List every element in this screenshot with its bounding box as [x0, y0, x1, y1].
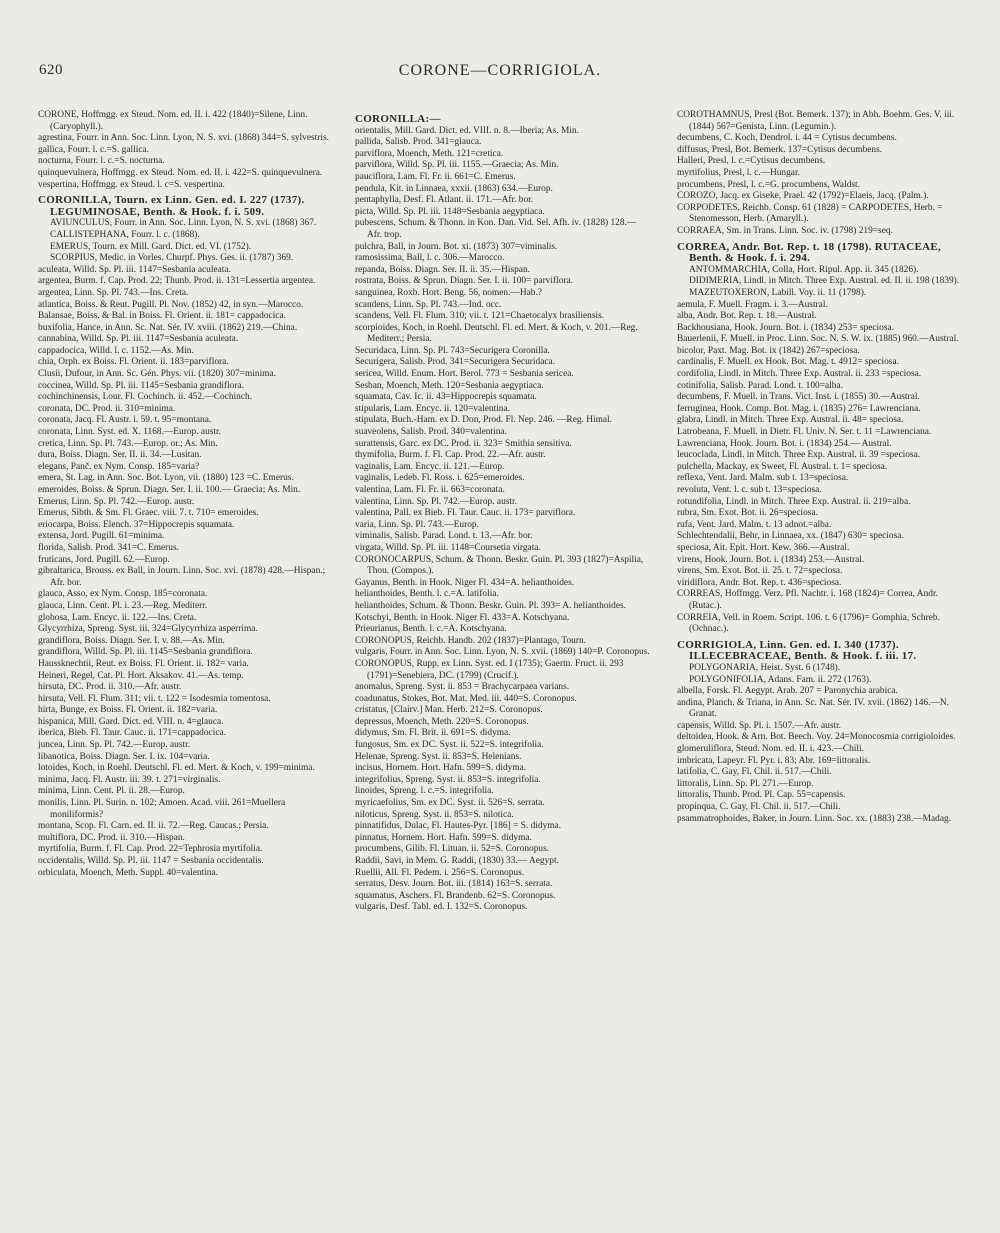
index-entry: ANTOMMARCHIA, Colla, Hort. Ripul. App. ii. 345 (1826).: [689, 264, 919, 275]
index-entry: fungosus, Sm. ex DC. Syst. ii. 522=S. integrifolia.: [355, 740, 544, 751]
index-entry: coronata, DC. Prod. ii. 310=minima.: [38, 403, 176, 414]
index-entry: ferruginea, Hook. Comp. Bot. Mag. i. (1835) 276= Lawrenciana.: [677, 403, 921, 414]
index-entry: squamatus, Aschers. Fl. Brandenb. 62=S. Coronopus.: [355, 890, 556, 901]
index-entry: grandiflora, Boiss. Diagn. Ser. I. v. 88.—As. Min.: [38, 635, 225, 646]
index-entry: pinnatus, Hornem. Hort. Hafn. 599=S. didyma.: [355, 832, 532, 843]
genus-heading: CORRIGIOLA, Linn. Gen. ed. I. 340 (1737). ILLECEBRACEAE, Benth. & Hook. f. iii. 17.: [677, 638, 917, 663]
index-entry: littoralis, Thunb. Prod. Pl. Cap. 55=capensis.: [677, 790, 846, 801]
index-entry: Kotschyi, Benth. in Hook. Niger Fl. 433=A. Kotschyana.: [355, 612, 570, 623]
index-entry: Emerus, Sibth. & Sm. Fl. Graec. viii. 7. t. 710= emeroides.: [38, 508, 259, 519]
index-entry: psammatrophoides, Baker, in Journ. Linn. Soc. xx. (1883) 238.—Madag.: [677, 813, 952, 824]
index-entry: latifolia, C. Gay, Fl. Chil. ii. 517.—Chili.: [677, 767, 832, 778]
index-entry: decumbens, F. Muell. in Trans. Vict. Inst. i. (1855) 30.—Austral.: [677, 392, 920, 403]
index-entry: Halleri, Presl, l. c.=Cytisus decumbens.: [677, 156, 826, 167]
page-number: 620: [39, 62, 63, 78]
index-entry: rufa, Vent. Jard. Malm. t. 13 adnot.=alba.: [677, 519, 832, 530]
index-entry: vulgaris, Fourr. in Ann. Soc. Linn. Lyon, N. S. xvii. (1869) 140=P. Coronopus.: [355, 647, 650, 658]
index-entry: buxifolia, Hance, in Ann. Sc. Nat. Sér. IV. xviii. (1862) 219.—China.: [38, 322, 298, 333]
index-entry: CORREAS, Hoffmgg. Verz. Pfl. Nachtr. i. 168 (1824)= Correa, Andr. (Rutac.).: [677, 589, 938, 611]
index-entry: elegans, Panč. ex Nym. Consp. 185=varia?: [38, 461, 200, 472]
column-1: [38, 110, 330, 1220]
index-entry: littoralis, Linn. Sp. Pl. 271.—Europ.: [677, 778, 814, 789]
index-entry: vespertina, Hoffmgg. ex Steud. l. c=S. vespertina.: [38, 179, 225, 190]
index-entry: pinnatifidus, Dulac, Fl. Hautes-Pyr. [186] = S. didyma.: [355, 821, 562, 832]
index-entry: sanguinea, Roxb. Hort. Beng. 56, nomen.—Hab.?: [355, 287, 542, 298]
index-entry: quinquevulnera, Hoffmgg. ex Steud. Nom. ed. II. i. 422=S. quinquevulnera.: [38, 167, 323, 178]
index-entry: aemula, F. Muell. Fragm. i. 3.—Austral.: [677, 299, 828, 310]
index-entry: cappadocica, Willd. l. c. 1152.—As. Min.: [38, 345, 194, 356]
index-entry: argentea, Burm. f. Cap. Prod. 22; Thunb. Prod. ii. 131=Lessertia argentea.: [38, 276, 316, 287]
index-entry: procumbens, Gilib. Fl. Lituan. ii. 52=S. Coronopus.: [355, 844, 550, 855]
genus-heading: CORONILLA, Tourn. ex Linn. Gen. ed. I. 227 (1737). LEGUMINOSAE, Benth. & Hook. f. i. 509.: [38, 194, 305, 218]
index-entry: viridiflora, Andr. Bot. Rep. t. 436=speciosa.: [677, 577, 842, 588]
index-entry: Gayanus, Benth. in Hook. Niger Fl. 434=A. helianthoides.: [355, 577, 575, 588]
index-entry: imbricata, Lapeyr. Fl. Pyr. i. 83; Abr. 169=littoralis.: [677, 755, 871, 766]
index-entry: deltoidea, Hook. & Arn. Bot. Beech. Voy. 24=Monocosmia corrigioloides.: [677, 732, 956, 743]
index-entry: eriocarpa, Boiss. Elench. 37=Hippocrepis squamata.: [38, 519, 235, 530]
index-entry: florida, Salisb. Prod. 341=C. Emerus.: [38, 542, 179, 553]
index-entry: stipulata, Buch.-Ham. ex D. Don, Prod. Fl. Nep. 246. —Reg. Himal.: [355, 415, 613, 426]
index-entry: didymus, Sm. Fl. Brit. ii. 691=S. didyma.: [355, 728, 511, 739]
index-entry: Securidaca, Linn. Sp. Pl. 743=Securigera Coronilla.: [355, 345, 550, 356]
index-entry: SCORPIUS, Medic. in Vorles. Churpf. Phys. Ges. ii. (1787) 369.: [50, 253, 294, 264]
index-entry: MAZEUTOXERON, Labill. Voy. ii. 11 (1798).: [689, 287, 867, 298]
index-entry: EMERUS, Tourn. ex Mill. Gard. Dict. ed. VI. (1752).: [50, 241, 252, 252]
index-entry: vaginalis, Ledeb. Fl. Ross. i. 625=emeroides.: [355, 473, 525, 484]
index-entry: hirta, Bunge, ex Boiss. Fl. Orient. ii. 182=varia.: [38, 705, 218, 716]
index-entry: Bauerlenii, F. Muell. in Proc. Linn. Soc. N. S. W. ix. (1885) 960.—Austral.: [677, 334, 959, 345]
index-entry: squamata, Cav. Ic. ii. 43=Hippocrepis squamata.: [355, 392, 537, 403]
index-entry: atlantica, Boiss. & Reut. Pugill. Pl. Nov. (1852) 42, in syn.—Marocco.: [38, 299, 304, 310]
index-entry: virens, Sm. Exot. Bot. ii. 25. t. 72=speciosa.: [677, 566, 843, 577]
index-entry: alba, Andr. Bot. Rep. t. 18.—Austral.: [677, 311, 817, 322]
index-entry: myrtifolius, Presl, l. c.—Hungar.: [677, 167, 800, 178]
index-entry: pauciflora, Lam. Fl. Fr. ii. 661=C. Emerus.: [355, 171, 516, 182]
index-entry: coccinea, Willd. Sp. Pl. iii. 1145=Sesbania grandiflora.: [38, 380, 244, 391]
index-entry: myrtifolia, Burm. f. Fl. Cap. Prod. 22=Tephrosia myrtifolia.: [38, 844, 263, 855]
index-entry: valentina, Linn. Sp. Pl. 742.—Europ. austr.: [355, 496, 517, 507]
index-entry: nocturna, Fourr. l. c.=S. nocturna.: [38, 156, 165, 167]
index-entry: extensa, Jord. Pugill. 61=minima.: [38, 531, 165, 542]
index-entry: gibraltarica, Brouss. ex Ball, in Journ. Linn. Soc. xvi. (1878) 428.—Hispan.; Afr. bor.: [38, 566, 326, 588]
column-3: [677, 110, 973, 1220]
index-entry: Backhousiana, Hook. Journ. Bot. i. (1834) 253= speciosa.: [677, 322, 894, 333]
index-entry: orbiculata, Moench, Meth. Suppl. 40=valentina.: [38, 867, 218, 878]
index-entry: CORONOPUS, Rupp. ex Linn. Syst. ed. I (1735); Gaertn. Fruct. ii. 293 (1791)=Senebiera, DC. (1799) (Crucif.).: [355, 658, 624, 681]
index-entry: cardinalis, F. Muell. ex Hook. Bot. Mag. t. 4912= speciosa.: [677, 357, 899, 368]
index-entry: suaveolens, Salisb. Prod. 340=valentina.: [355, 427, 507, 438]
index-entry: COROZO, Jacq. ex Giseke, Prael. 42 (1792)=Elaeis, Jacq. (Palm.).: [677, 191, 929, 202]
index-entry: procumbens, Presl, l. c.=G. procumbens, Waldst.: [677, 179, 860, 190]
index-entry: fruticans, Jord. Pugill. 62.—Europ.: [38, 554, 170, 565]
index-entry: Clusii, Dufour, in Ann. Sc. Gén. Phys. vii. (1820) 307=minima.: [38, 369, 276, 380]
index-entry: thymifolia, Burm. f. Fl. Cap. Prod. 22.—Afr. austr.: [355, 450, 546, 461]
index-entry: valentina, Lam. Fl. Fr. ii. 663=coronata.: [355, 485, 505, 495]
index-entry: argentea, Linn. Sp. Pl. 743.—Ins. Creta.: [38, 287, 189, 298]
index-entry: anomalus, Spreng. Syst. ii. 853 = Brachycarpaea varians.: [355, 682, 570, 693]
index-entry: pubescens, Schum. & Thonn. in Kon. Dan. Vid. Sel. Afh. iv. (1828) 128.—Afr. trop.: [355, 218, 637, 240]
index-entry: pallida, Salisb. Prod. 341=glauca.: [355, 137, 482, 148]
index-entry: virens, Hook. Journ. Bot. i. (1834) 253.—Austral.: [677, 554, 865, 565]
index-entry: revoluta, Vent. l. c. sub t. 13=speciosa.: [677, 485, 822, 495]
index-entry: parviflora, Willd. Sp. Pl. iii. 1155.—Graecia; As. Min.: [355, 160, 559, 171]
index-entry: rostrata, Boiss. & Sprun. Diagn. Ser. I. ii. 100= parviflora.: [355, 276, 574, 287]
index-entry: myricaefolius, Sm. ex DC. Syst. ii. 526=S. serrata.: [355, 798, 545, 809]
index-entry: albella, Forsk. Fl. Aegypt. Arab. 207 = Paronychia arabica.: [677, 686, 898, 697]
index-entry: virgata, Willd. Sp. Pl. iii. 1148=Coursetia virgata.: [355, 542, 541, 553]
index-entry: decumbens, C. Koch, Dendrol. i. 44 = Cytisus decumbens.: [677, 133, 897, 144]
index-entry: gallica, Fourr. l. c.=S. gallica.: [38, 144, 149, 155]
index-entry: Emerus, Linn. Sp. Pl. 742.—Europ. austr.: [38, 496, 195, 507]
index-entry: CORREIA, Vell. in Roem. Script. 106. t. 6 (1796)= Gomphia, Schreb. (Ochnac.).: [677, 612, 940, 635]
index-entry: coronata, Linn. Syst. ed. X. 1168.—Europ. austr.: [38, 427, 221, 438]
index-entry: scorpioides, Koch, in Roehl. Deutschl. Fl. ed. Mert. & Koch, v. 201.—Reg. Mediterr.; Persia.: [355, 322, 638, 345]
index-entry: cotinifolia, Salisb. Parad. Lond. t. 100=alba.: [677, 380, 843, 391]
index-entry: integrifolius, Spreng. Syst. ii. 853=S. integrifolia.: [355, 774, 541, 785]
index-entry: pendula, Kit. in Linnaea, xxxii. (1863) 634.—Europ.: [355, 183, 553, 194]
index-entry: scandens, Vell. Fl. Flum. 310; vii. t. 121=Chaetocalyx brasiliensis.: [355, 311, 605, 322]
index-entry: glabra, Lindl. in Mitch. Three Exp. Austral. ii. 48= speciosa.: [677, 415, 904, 426]
index-entry: sericea, Willd. Enum. Hort. Berol. 773 = Sesbania sericea.: [355, 369, 574, 380]
index-entry: rubra, Sm. Exot. Bot. ii. 26=speciosa.: [677, 508, 818, 519]
index-entry: glauca, Asso, ex Nym. Consp. 185=coronata.: [38, 589, 208, 600]
index-entry: grandiflora, Willd. Sp. Pl. iii. 1145=Sesbania grandiflora.: [38, 647, 253, 658]
index-entry: minima, Linn. Cent. Pl. ii. 28.—Europ.: [38, 786, 185, 797]
index-entry: AVIUNCULUS, Fourr. in Ann. Soc. Linn. Lyon, N. S. xvi. (1868) 367.: [50, 218, 317, 229]
index-entry: Ruellii, All. Fl. Pedem. i. 256=S. Coronopus.: [355, 867, 525, 878]
index-entry: Haussknechtii, Reut. ex Boiss. Fl. Orient. ii. 182= varia.: [38, 658, 249, 669]
index-entry: libanotica, Boiss. Diagn. Ser. I. ix. 104=varia.: [38, 751, 210, 762]
index-entry: CORONOPUS, Reichb. Handb. 202 (1837)=Plantago, Tourn.: [355, 635, 587, 646]
index-entry: Raddii, Savi, in Mem. G. Raddi, (1830) 33.— Aegypt.: [355, 856, 559, 866]
index-entry: agrestina, Fourr. in Ann. Soc. Linn. Lyon, N. S. xvi. (1868) 344=S. sylvestris.: [38, 133, 329, 144]
index-entry: propinqua, C. Gay, Fl. Chil. ii. 517.—Chili.: [677, 802, 841, 813]
index-entry: Schlechtendalii, Behr, in Linnaea, xx. (1847) 630= speciosa.: [677, 531, 904, 542]
index-entry: emeroides, Boiss. & Sprun. Diagn. Ser. I. ii. 100.— Graecia; As. Min.: [38, 485, 301, 495]
index-entry: juncea, Linn. Sp. Pl. 742.—Europ. austr.: [38, 740, 191, 751]
index-entry: cristatus, [Clairv.] Man. Herb. 212=S. Coronopus.: [355, 705, 543, 716]
index-entry: Balansae, Boiss. & Bal. in Boiss. Fl. Orient. ii. 181= cappadocica.: [38, 311, 286, 322]
index-entry: orientalis, Mill. Gard. Dict. ed. VIII. n. 8.—Iberia; As. Min.: [355, 125, 580, 136]
index-entry: hirsuta, DC. Prod. ii. 310.—Afr. austr.: [38, 682, 182, 693]
index-entry: CORPODETES, Reichb. Consp. 61 (1828) = CARPODETES, Herb. = Stenomesson, Herb. (Amaryll.).: [677, 202, 943, 225]
index-entry: Heineri, Regel, Cat. Pl. Hort. Aksakov. 41.—As. temp.: [38, 670, 244, 681]
index-entry: surattensis, Garc. ex DC. Prod. ii. 323= Smithia sensitiva.: [355, 438, 572, 449]
index-entry: helianthoides, Benth. l. c.=A. latifolia.: [355, 589, 499, 600]
index-entry: CORONE, Hoffmgg. ex Steud. Nom. ed. II. i. 422 (1840)=Silene, Linn. (Caryophyll.).: [38, 110, 308, 132]
index-entry: rotundifolia, Lindl. in Mitch. Three Exp. Austral. ii. 219=alba.: [677, 496, 911, 507]
index-entry: valentina, Pall. ex Bieb. Fl. Taur. Cauc. ii. 173= parviflora.: [355, 508, 576, 519]
index-entry: niloticus, Spreng. Syst. ii. 853=S. nilotica.: [355, 809, 514, 820]
index-entry: globosa, Lam. Encyc. ii. 122.—Ins. Creta.: [38, 612, 197, 623]
genus-heading: CORREA, Andr. Bot. Rep. t. 18 (1798). RUTACEAE, Benth. & Hook. f. i. 294.: [677, 240, 942, 265]
index-entry: pentaphylla, Desf. Fl. Atlant. ii. 171.—Afr. bor.: [355, 195, 534, 206]
index-entry: Glycyrrhiza, Spreng. Syst. iii. 324=Glycyrrhiza asperrima.: [38, 624, 258, 635]
genus-heading: CORONILLA:—: [355, 113, 441, 125]
index-entry: COROTHAMNUS, Presl (Bot. Bemerk. 137); in Abh. Boehm. Ges. V. iii. (1844) 567=Genista, Linn. (Legumin.).: [677, 110, 955, 132]
index-entry: Sesban, Moench, Meth. 120=Sesbania aegyptiaca.: [355, 380, 544, 391]
index-entry: picta, Willd. Sp. Pl. iii. 1148=Sesbania aegyptiaca.: [355, 206, 545, 217]
index-entry: linoides, Spreng. l. c.=S. integrifolia.: [355, 786, 494, 797]
index-entry: capensis, Willd. Sp. Pl. i. 1507.—Afr. austr.: [677, 720, 842, 731]
index-entry: repanda, Boiss. Diagn. Ser. II. ii. 35.—Hispan.: [355, 264, 530, 275]
index-entry: depressus, Moench, Meth. 220=S. Coronopus.: [355, 716, 529, 727]
index-entry: emera, St. Lag. in Ann. Soc. Bot. Lyon, vii. (1880) 123 =C. Emerus.: [38, 473, 294, 484]
index-entry: ramosissima, Ball, l. c. 306.—Marocco.: [355, 253, 505, 264]
index-entry: CORRAEA, Sm. in Trans. Linn. Soc. iv. (1798) 219=seq.: [677, 225, 893, 236]
index-entry: cordifolia, Lindl. in Mitch. Three Exp. Austral. ii. 233 =speciosa.: [677, 369, 922, 380]
index-entry: viminalis, Salisb. Parad. Lond. t. 13.—Afr. bor.: [355, 531, 533, 542]
index-entry: Lawrenciana, Hook. Journ. Bot. i. (1834) 254.— Austral.: [677, 438, 892, 449]
index-entry: glauca, Linn. Cent. Pl. i. 23.—Reg. Mediterr.: [38, 600, 208, 611]
index-entry: speciosa, Ait. Epit. Hort. Kew. 366.—Austral.: [677, 542, 850, 553]
index-entry: POLYGONIFOLIA, Adans. Fam. ii. 272 (1763).: [689, 674, 872, 685]
column-2: [355, 110, 651, 1220]
index-entry: glomeruliflora, Steud. Nom. ed. II. i. 423.—Chili.: [677, 744, 864, 755]
index-entry: varia, Linn. Sp. Pl. 743.—Europ.: [355, 519, 479, 530]
index-entry: monilis, Linn. Pl. Surin. n. 102; Amoen. Acad. viii. 261=Muellera moniliformis?: [38, 798, 286, 820]
index-entry: minima, Jacq. Fl. Austr. iii. 39. t. 271=virginalis.: [38, 774, 221, 785]
index-entry: coadunatus, Stokes, Bot. Mat. Med. iii. 440=S. Coronopus.: [355, 693, 577, 704]
index-entry: bicolor, Paxt. Mag. Bot. ix (1842) 267=speciosa.: [677, 345, 860, 356]
index-entry: hispanica, Mill. Gard. Dict. ed. VIII. n. 4=glauca.: [38, 716, 224, 727]
index-entry: pulchella, Mackay, ex Sweet, Fl. Austral. t. 1= speciosa.: [677, 461, 888, 472]
index-entry: serratus, Desv. Journ. Bot. iii. (1814) 163=S. serrata.: [355, 879, 553, 890]
index-entry: lotoides, Koch, in Roehl. Deutschl. Fl. ed. Mert. & Koch, v. 199=minima.: [38, 763, 315, 774]
index-entry: chia, Orph. ex Boiss. Fl. Orient. ii. 183=parviflora.: [38, 357, 229, 368]
index-entry: occidentalis, Willd. Sp. Pl. iii. 1147 = Sesbania occidentalis.: [38, 856, 264, 866]
index-entry: Securigera, Salisb. Prod. 341=Securigera Securidaca.: [355, 357, 556, 368]
index-entry: dura, Boiss. Diagn. Ser. II. ii. 34.—Lusitan.: [38, 450, 202, 461]
index-entry: cochinchinensis, Lour. Fl. Cochinch. ii. 452.—Cochinch.: [38, 392, 253, 403]
index-entry: multiflora, DC. Prod. ii. 310.—Hispan.: [38, 832, 185, 843]
index-entry: andina, Planch. & Triana, in Ann. Sc. Nat. Sér. IV. xvii. (1862) 146.—N. Granat.: [677, 697, 949, 720]
index-entry: cannabina, Willd. Sp. Pl. iii. 1147=Sesbania aculeata.: [38, 334, 239, 345]
index-entry: reflexa, Vent. Jard. Malm. sub t. 13=speciosa.: [677, 473, 849, 484]
index-entry: CORONOCARPUS, Schum. & Thonn. Beskr. Guin. Pl. 393 (1827)=Aspilia, Thou. (Compos.).: [355, 554, 644, 577]
index-entry: aculeata, Willd. Sp. Pl. iii. 1147=Sesbania aculeata.: [38, 264, 231, 275]
index-entry: diffusus, Presl, Bot. Bemerk. 137=Cytisus decumbens.: [677, 144, 883, 155]
index-entry: CALLISTEPHANA, Fourr. l. c. (1868).: [50, 229, 200, 240]
index-entry: hirsuta, Vell. Fl. Flum. 311; vii. t. 122 = Isodesmia tomentosa.: [38, 693, 271, 704]
running-title: CORONE—CORRIGIOLA.: [398, 62, 602, 79]
index-entry: parviflora, Moench, Meth. 121=cretica.: [355, 148, 504, 159]
index-entry: POLYGONARIA, Heist. Syst. 6 (1748).: [689, 662, 841, 673]
index-entry: incisus, Hornem. Hort. Hafn. 599=S. didyma.: [355, 763, 527, 774]
index-entry: montana, Scop. Fl. Carn. ed. II. ii. 72.—Reg. Caucas.; Persia.: [38, 821, 269, 832]
index-entry: Prieurianus, Benth. l. c.=A. Kotschyana.: [355, 624, 507, 635]
index-entry: iberica, Bieb. Fl. Taur. Cauc. ii. 171=cappadocica.: [38, 728, 226, 739]
index-entry: Latrobeana, F. Muell. in Dietr. Fl. Univ. N. Ser. t. 11 =Lawrenciana.: [677, 427, 932, 438]
index-entry: Helenae, Spreng. Syst. ii. 853=S. Helenians.: [355, 751, 522, 762]
index-entry: pulchra, Ball, in Journ. Bot. xi. (1873) 307=viminalis.: [355, 241, 558, 252]
index-entry: helianthoides, Schum. & Thonn. Beskr. Guin. Pl. 393= A. helianthoides.: [355, 600, 626, 611]
index-entry: coronata, Jacq. Fl. Austr. i. 59. t. 95=montana.: [38, 415, 212, 426]
index-entry: cretica, Linn. Sp. Pl. 743.—Europ. or.; As. Min.: [38, 438, 218, 449]
index-entry: vulgaris, Desf. Tabl. ed. I. 132=S. Coronopus.: [355, 902, 528, 913]
index-entry: leucoclada, Lindl. in Mitch. Three Exp. Austral. ii. 39 =speciosa.: [677, 450, 921, 461]
index-entry: stipularis, Lam. Encyc. ii. 120=valentina.: [355, 403, 510, 414]
index-entry: vaginalis, Lam. Encyc. ii. 121.—Europ.: [355, 461, 505, 472]
index-entry: DIDIMERIA, Lindl. in Mitch. Three Exp. Austral. ed. II. ii. 198 (1839).: [689, 276, 960, 287]
index-entry: scandens, Linn. Sp. Pl. 743.—Ind. occ.: [355, 299, 502, 310]
